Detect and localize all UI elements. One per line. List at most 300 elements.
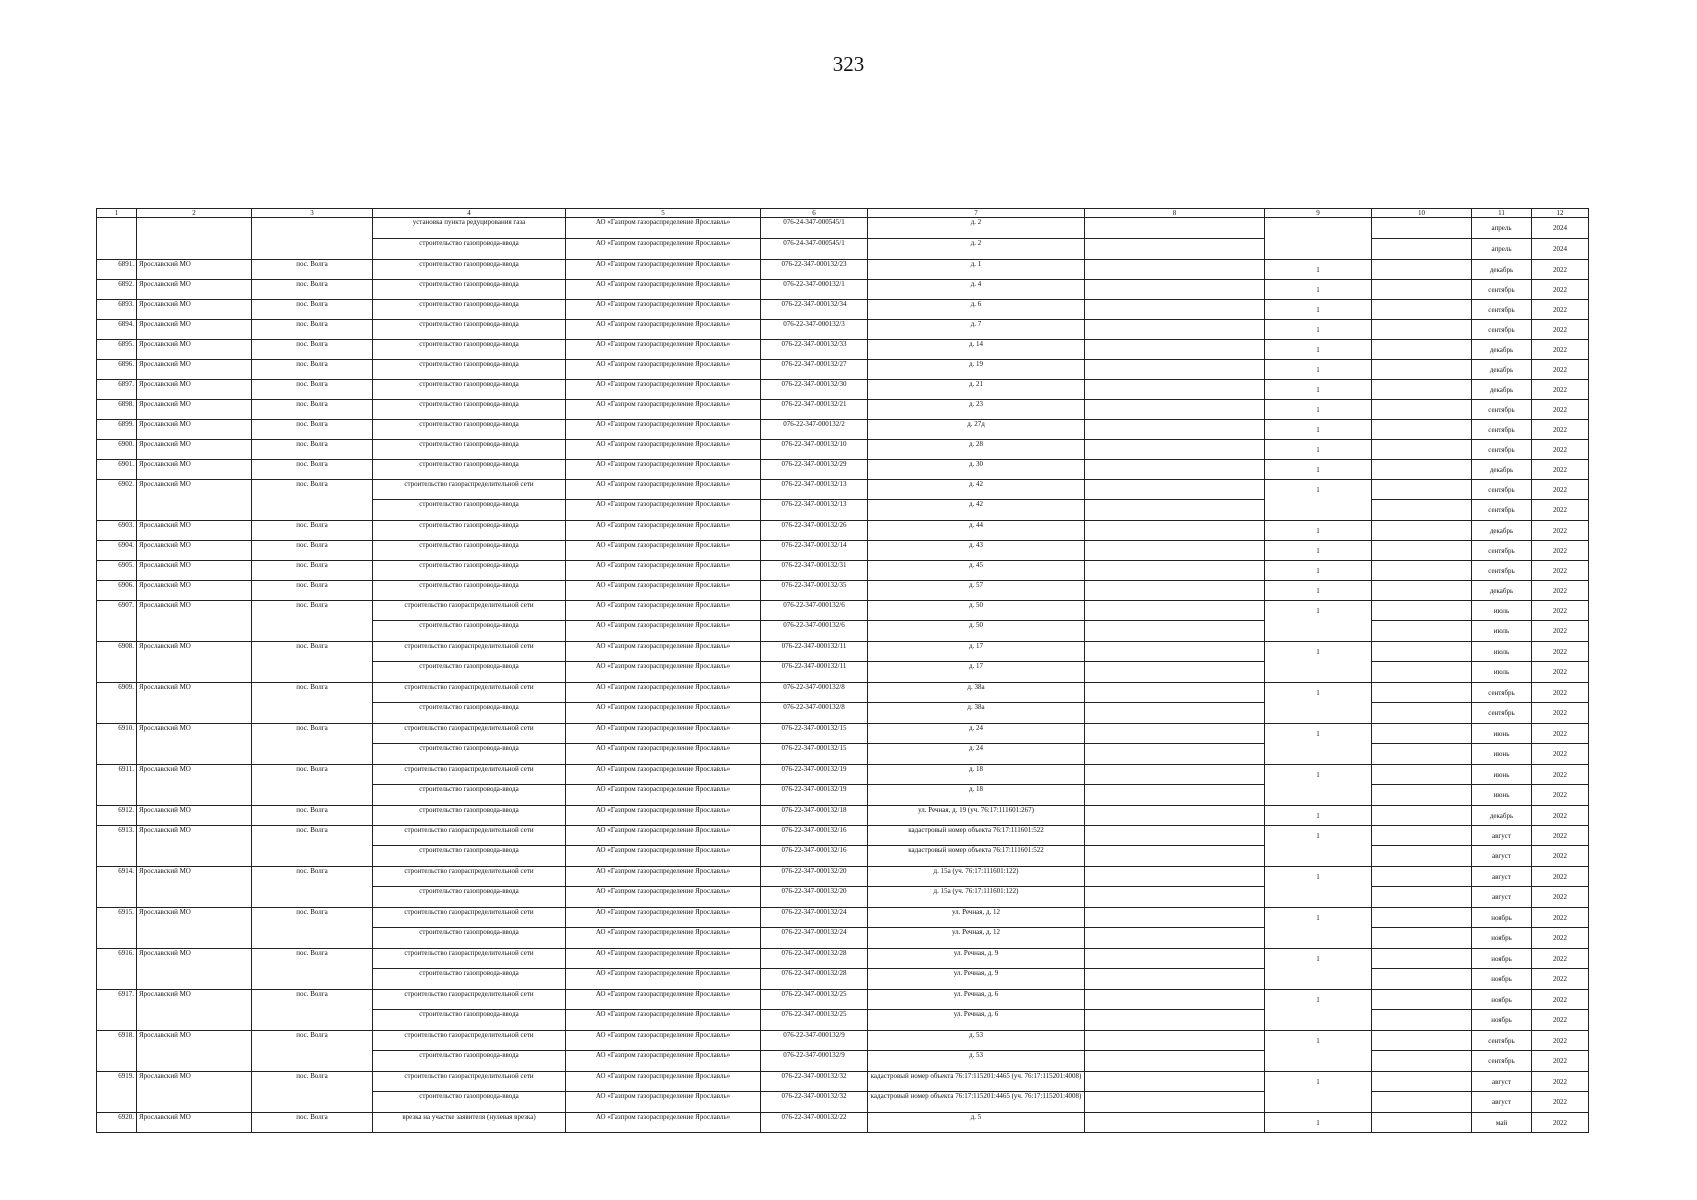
quantity-cell	[1265, 500, 1372, 521]
year-cell: 2022	[1532, 1031, 1589, 1051]
row-number: 6901.	[97, 460, 137, 480]
col8-cell	[1085, 1072, 1265, 1092]
work-type-cell: строительство газопровода-ввода	[373, 239, 566, 260]
quantity-cell	[1265, 744, 1372, 765]
quantity-cell	[1265, 1051, 1372, 1072]
address-cell: д. 15а (уч. 76:17:111601:122)	[868, 867, 1085, 887]
address-cell: д. 42	[868, 500, 1085, 521]
table-row	[97, 949, 1589, 969]
work-type-cell: врезка на участке заявителя (нулевая врезка)	[373, 1113, 566, 1133]
row-number: 6898.	[97, 400, 137, 420]
municipality-cell: Ярославский МО	[137, 440, 252, 460]
contract-code-cell: 076-22-347-000132/8	[761, 683, 868, 703]
organization-cell: АО «Газпром газораспределение Ярославль»	[566, 683, 761, 703]
table-row	[97, 1072, 1589, 1092]
quantity-cell: 1	[1265, 806, 1372, 826]
contract-code-cell: 076-22-347-000132/11	[761, 662, 868, 683]
work-type-cell: строительство газопровода-ввода	[373, 785, 566, 806]
municipality-cell	[137, 785, 252, 806]
col10-cell	[1372, 581, 1472, 601]
month-cell: сентябрь	[1472, 440, 1532, 460]
quantity-cell	[1265, 887, 1372, 908]
settlement-cell: пос. Волга	[252, 480, 373, 500]
col10-cell	[1372, 1051, 1472, 1072]
month-cell: декабрь	[1472, 521, 1532, 541]
month-cell: ноябрь	[1472, 928, 1532, 949]
work-type-cell: строительство газораспределительной сети	[373, 908, 566, 928]
month-cell: сентябрь	[1472, 561, 1532, 581]
work-type-cell: строительство газораспределительной сети	[373, 765, 566, 785]
organization-cell: АО «Газпром газораспределение Ярославль»	[566, 990, 761, 1010]
address-cell: д. 53	[868, 1051, 1085, 1072]
quantity-cell: 1	[1265, 360, 1372, 380]
organization-cell: АО «Газпром газораспределение Ярославль»	[566, 621, 761, 642]
quantity-cell	[1265, 846, 1372, 867]
municipality-cell: Ярославский МО	[137, 765, 252, 785]
quantity-cell: 1	[1265, 320, 1372, 340]
work-type-cell: строительство газопровода-ввода	[373, 460, 566, 480]
work-type-cell: строительство газопровода-ввода	[373, 320, 566, 340]
col8-cell	[1085, 826, 1265, 846]
month-cell: декабрь	[1472, 360, 1532, 380]
organization-cell: АО «Газпром газораспределение Ярославль»	[566, 765, 761, 785]
address-cell: кадастровый номер объекта 76:17:111601:522	[868, 826, 1085, 846]
contract-code-cell: 076-22-347-000132/13	[761, 480, 868, 500]
table-row	[97, 1010, 1589, 1031]
settlement-cell	[252, 500, 373, 521]
month-cell: сентябрь	[1472, 500, 1532, 521]
address-cell: д. 24	[868, 724, 1085, 744]
municipality-cell: Ярославский МО	[137, 581, 252, 601]
organization-cell: АО «Газпром газораспределение Ярославль»	[566, 521, 761, 541]
contract-code-cell: 076-22-347-000132/15	[761, 724, 868, 744]
settlement-cell	[252, 662, 373, 683]
table-row	[97, 420, 1589, 440]
organization-cell: АО «Газпром газораспределение Ярославль»	[566, 360, 761, 380]
row-number: 6903.	[97, 521, 137, 541]
address-cell: д. 18	[868, 765, 1085, 785]
col8-cell	[1085, 601, 1265, 621]
col10-cell	[1372, 662, 1472, 683]
col10-cell	[1372, 683, 1472, 703]
col10-cell	[1372, 846, 1472, 867]
row-number: 6900.	[97, 440, 137, 460]
col8-cell	[1085, 280, 1265, 300]
year-cell: 2022	[1532, 500, 1589, 521]
year-cell: 2022	[1532, 908, 1589, 928]
year-cell: 2022	[1532, 280, 1589, 300]
settlement-cell: пос. Волга	[252, 642, 373, 662]
municipality-cell: Ярославский МО	[137, 561, 252, 581]
address-cell: кадастровый номер объекта 76:17:115201:4465 (уч. 76:17:115201:4008)	[868, 1092, 1085, 1113]
organization-cell: АО «Газпром газораспределение Ярославль»	[566, 1031, 761, 1051]
contract-code-cell: 076-24-347-000545/1	[761, 239, 868, 260]
col10-cell	[1372, 300, 1472, 320]
year-cell: 2022	[1532, 642, 1589, 662]
work-type-cell: строительство газопровода-ввода	[373, 440, 566, 460]
organization-cell: АО «Газпром газораспределение Ярославль»	[566, 541, 761, 561]
table-row	[97, 340, 1589, 360]
quantity-cell: 1	[1265, 420, 1372, 440]
table-row	[97, 320, 1589, 340]
col8-cell	[1085, 887, 1265, 908]
settlement-cell: пос. Волга	[252, 561, 373, 581]
year-cell: 2022	[1532, 260, 1589, 280]
col10-cell	[1372, 703, 1472, 724]
table-row	[97, 280, 1589, 300]
settlement-cell: пос. Волга	[252, 320, 373, 340]
organization-cell: АО «Газпром газораспределение Ярославль»	[566, 239, 761, 260]
year-cell: 2022	[1532, 744, 1589, 765]
address-cell: ул. Речная, д. 9	[868, 969, 1085, 990]
organization-cell: АО «Газпром газораспределение Ярославль»	[566, 320, 761, 340]
contract-code-cell: 076-22-347-000132/31	[761, 561, 868, 581]
col8-cell	[1085, 1092, 1265, 1113]
organization-cell: АО «Газпром газораспределение Ярославль»	[566, 280, 761, 300]
row-number	[97, 703, 137, 724]
municipality-cell: Ярославский МО	[137, 380, 252, 400]
work-type-cell: строительство газопровода-ввода	[373, 969, 566, 990]
municipality-cell	[137, 621, 252, 642]
work-type-cell: строительство газопровода-ввода	[373, 621, 566, 642]
month-cell: июнь	[1472, 724, 1532, 744]
work-type-cell: строительство газораспределительной сети	[373, 480, 566, 500]
year-cell: 2022	[1532, 360, 1589, 380]
settlement-cell	[252, 1051, 373, 1072]
col10-cell	[1372, 990, 1472, 1010]
settlement-cell	[252, 1092, 373, 1113]
organization-cell: АО «Газпром газораспределение Ярославль»	[566, 662, 761, 683]
address-cell: д. 17	[868, 662, 1085, 683]
col8-cell	[1085, 949, 1265, 969]
year-cell: 2022	[1532, 887, 1589, 908]
month-cell: апрель	[1472, 239, 1532, 260]
address-cell: д. 38а	[868, 703, 1085, 724]
municipality-cell: Ярославский МО	[137, 601, 252, 621]
col10-cell	[1372, 260, 1472, 280]
organization-cell: АО «Газпром газораспределение Ярославль»	[566, 218, 761, 239]
settlement-cell: пос. Волга	[252, 380, 373, 400]
municipality-cell: Ярославский МО	[137, 340, 252, 360]
contract-code-cell: 076-22-347-000132/22	[761, 1113, 868, 1133]
work-type-cell: строительство газопровода-ввода	[373, 500, 566, 521]
quantity-cell	[1265, 928, 1372, 949]
col10-cell	[1372, 460, 1472, 480]
col10-cell	[1372, 1092, 1472, 1113]
row-number	[97, 846, 137, 867]
work-type-cell: строительство газопровода-ввода	[373, 300, 566, 320]
column-header-7: 7	[868, 209, 1085, 218]
address-cell: д. 17	[868, 642, 1085, 662]
quantity-cell: 1	[1265, 642, 1372, 662]
year-cell: 2022	[1532, 1072, 1589, 1092]
work-type-cell: строительство газопровода-ввода	[373, 744, 566, 765]
address-cell: ул. Речная, д. 19 (уч. 76:17:111601:267)	[868, 806, 1085, 826]
col10-cell	[1372, 521, 1472, 541]
organization-cell: АО «Газпром газораспределение Ярославль»	[566, 500, 761, 521]
month-cell: июль	[1472, 601, 1532, 621]
year-cell: 2022	[1532, 949, 1589, 969]
col8-cell	[1085, 218, 1265, 239]
work-type-cell: строительство газопровода-ввода	[373, 380, 566, 400]
contract-code-cell: 076-22-347-000132/35	[761, 581, 868, 601]
page-number: 323	[832, 52, 865, 76]
address-cell: д. 4	[868, 280, 1085, 300]
col10-cell	[1372, 969, 1472, 990]
address-cell: д. 50	[868, 601, 1085, 621]
organization-cell: АО «Газпром газораспределение Ярославль»	[566, 867, 761, 887]
month-cell: сентябрь	[1472, 480, 1532, 500]
quantity-cell: 1	[1265, 260, 1372, 280]
col10-cell	[1372, 826, 1472, 846]
table-body	[97, 218, 1589, 1133]
col8-cell	[1085, 260, 1265, 280]
column-header-6: 6	[761, 209, 868, 218]
col8-cell	[1085, 340, 1265, 360]
col10-cell	[1372, 340, 1472, 360]
year-cell: 2022	[1532, 420, 1589, 440]
municipality-cell: Ярославский МО	[137, 360, 252, 380]
work-type-cell: строительство газопровода-ввода	[373, 420, 566, 440]
address-cell: д. 15а (уч. 76:17:111601:122)	[868, 887, 1085, 908]
col8-cell	[1085, 744, 1265, 765]
row-number	[97, 1051, 137, 1072]
col10-cell	[1372, 887, 1472, 908]
organization-cell: АО «Газпром газораспределение Ярославль»	[566, 949, 761, 969]
col8-cell	[1085, 440, 1265, 460]
contract-code-cell: 076-22-347-000132/32	[761, 1072, 868, 1092]
col8-cell	[1085, 1113, 1265, 1133]
organization-cell: АО «Газпром газораспределение Ярославль»	[566, 1072, 761, 1092]
row-number: 6894.	[97, 320, 137, 340]
table-row	[97, 1092, 1589, 1113]
settlement-cell: пос. Волга	[252, 990, 373, 1010]
year-cell: 2022	[1532, 561, 1589, 581]
month-cell: декабрь	[1472, 380, 1532, 400]
table-row	[97, 887, 1589, 908]
year-cell: 2022	[1532, 703, 1589, 724]
col8-cell	[1085, 360, 1265, 380]
row-number	[97, 218, 137, 239]
quantity-cell: 1	[1265, 380, 1372, 400]
organization-cell: АО «Газпром газораспределение Ярославль»	[566, 1051, 761, 1072]
year-cell: 2022	[1532, 806, 1589, 826]
contract-code-cell: 076-22-347-000132/32	[761, 1092, 868, 1113]
table-row	[97, 480, 1589, 500]
col8-cell	[1085, 460, 1265, 480]
organization-cell: АО «Газпром газораспределение Ярославль»	[566, 1010, 761, 1031]
col8-cell	[1085, 500, 1265, 521]
quantity-cell: 1	[1265, 949, 1372, 969]
address-cell: д. 43	[868, 541, 1085, 561]
col10-cell	[1372, 601, 1472, 621]
month-cell: декабрь	[1472, 340, 1532, 360]
month-cell: август	[1472, 887, 1532, 908]
contract-code-cell: 076-22-347-000132/25	[761, 1010, 868, 1031]
contract-code-cell: 076-22-347-000132/24	[761, 928, 868, 949]
address-cell: д. 21	[868, 380, 1085, 400]
address-cell: д. 23	[868, 400, 1085, 420]
row-number: 6912.	[97, 806, 137, 826]
work-type-cell: строительство газопровода-ввода	[373, 340, 566, 360]
contract-code-cell: 076-22-347-000132/20	[761, 867, 868, 887]
col8-cell	[1085, 724, 1265, 744]
col8-cell	[1085, 239, 1265, 260]
settlement-cell: пос. Волга	[252, 300, 373, 320]
year-cell: 2022	[1532, 480, 1589, 500]
register-table	[96, 208, 1589, 1133]
month-cell: июнь	[1472, 744, 1532, 765]
settlement-cell: пос. Волга	[252, 908, 373, 928]
row-number: 6902.	[97, 480, 137, 500]
col10-cell	[1372, 420, 1472, 440]
row-number: 6905.	[97, 561, 137, 581]
col10-cell	[1372, 949, 1472, 969]
table-row	[97, 400, 1589, 420]
work-type-cell: строительство газопровода-ввода	[373, 1051, 566, 1072]
organization-cell: АО «Газпром газораспределение Ярославль»	[566, 260, 761, 280]
quantity-cell: 1	[1265, 400, 1372, 420]
col8-cell	[1085, 400, 1265, 420]
organization-cell: АО «Газпром газораспределение Ярославль»	[566, 969, 761, 990]
address-cell: д. 28	[868, 440, 1085, 460]
column-header-4: 4	[373, 209, 566, 218]
settlement-cell	[252, 239, 373, 260]
municipality-cell	[137, 846, 252, 867]
table-row	[97, 744, 1589, 765]
row-number: 6895.	[97, 340, 137, 360]
row-number	[97, 662, 137, 683]
year-cell: 2022	[1532, 785, 1589, 806]
work-type-cell: строительство газопровода-ввода	[373, 400, 566, 420]
contract-code-cell: 076-22-347-000132/10	[761, 440, 868, 460]
year-cell: 2022	[1532, 601, 1589, 621]
settlement-cell: пос. Волга	[252, 867, 373, 887]
col10-cell	[1372, 867, 1472, 887]
year-cell: 2022	[1532, 990, 1589, 1010]
quantity-cell	[1265, 239, 1372, 260]
work-type-cell: установка пункта редуцирования газа	[373, 218, 566, 239]
table-row	[97, 703, 1589, 724]
municipality-cell	[137, 1010, 252, 1031]
row-number: 6896.	[97, 360, 137, 380]
settlement-cell: пос. Волга	[252, 360, 373, 380]
table-row	[97, 1051, 1589, 1072]
col10-cell	[1372, 806, 1472, 826]
quantity-cell	[1265, 703, 1372, 724]
municipality-cell	[137, 703, 252, 724]
quantity-cell: 1	[1265, 908, 1372, 928]
col10-cell	[1372, 1010, 1472, 1031]
municipality-cell: Ярославский МО	[137, 300, 252, 320]
settlement-cell: пос. Волга	[252, 280, 373, 300]
row-number: 6892.	[97, 280, 137, 300]
col10-cell	[1372, 218, 1472, 239]
contract-code-cell: 076-22-347-000132/20	[761, 887, 868, 908]
col10-cell	[1372, 908, 1472, 928]
quantity-cell: 1	[1265, 440, 1372, 460]
col10-cell	[1372, 1072, 1472, 1092]
settlement-cell: пос. Волга	[252, 581, 373, 601]
col8-cell	[1085, 969, 1265, 990]
col10-cell	[1372, 320, 1472, 340]
organization-cell: АО «Газпром газораспределение Ярославль»	[566, 1113, 761, 1133]
month-cell: сентябрь	[1472, 320, 1532, 340]
quantity-cell: 1	[1265, 867, 1372, 887]
col8-cell	[1085, 846, 1265, 867]
contract-code-cell: 076-22-347-000132/19	[761, 785, 868, 806]
settlement-cell: пос. Волга	[252, 260, 373, 280]
address-cell: д. 18	[868, 785, 1085, 806]
col10-cell	[1372, 1031, 1472, 1051]
address-cell: д. 19	[868, 360, 1085, 380]
address-cell: ул. Речная, д. 6	[868, 1010, 1085, 1031]
work-type-cell: строительство газораспределительной сети	[373, 683, 566, 703]
col8-cell	[1085, 541, 1265, 561]
work-type-cell: строительство газопровода-ввода	[373, 928, 566, 949]
settlement-cell	[252, 969, 373, 990]
col10-cell	[1372, 440, 1472, 460]
year-cell: 2022	[1532, 1092, 1589, 1113]
quantity-cell	[1265, 662, 1372, 683]
quantity-cell	[1265, 218, 1372, 239]
month-cell: сентябрь	[1472, 1051, 1532, 1072]
work-type-cell: строительство газопровода-ввода	[373, 521, 566, 541]
column-header-10: 10	[1372, 209, 1472, 218]
col8-cell	[1085, 380, 1265, 400]
address-cell: кадастровый номер объекта 76:17:111601:522	[868, 846, 1085, 867]
work-type-cell: строительство газопровода-ввода	[373, 360, 566, 380]
col10-cell	[1372, 541, 1472, 561]
row-number: 6891.	[97, 260, 137, 280]
table-row	[97, 806, 1589, 826]
contract-code-cell: 076-22-347-000132/34	[761, 300, 868, 320]
row-number: 6917.	[97, 990, 137, 1010]
month-cell: апрель	[1472, 218, 1532, 239]
municipality-cell	[137, 928, 252, 949]
year-cell: 2022	[1532, 380, 1589, 400]
settlement-cell	[252, 928, 373, 949]
table-row	[97, 541, 1589, 561]
table-row	[97, 218, 1589, 239]
organization-cell: АО «Газпром газораспределение Ярославль»	[566, 420, 761, 440]
organization-cell: АО «Газпром газораспределение Ярославль»	[566, 806, 761, 826]
table-row	[97, 928, 1589, 949]
column-header-3: 3	[252, 209, 373, 218]
col8-cell	[1085, 320, 1265, 340]
work-type-cell: строительство газораспределительной сети	[373, 990, 566, 1010]
municipality-cell	[137, 1092, 252, 1113]
quantity-cell	[1265, 1092, 1372, 1113]
work-type-cell: строительство газораспределительной сети	[373, 949, 566, 969]
contract-code-cell: 076-22-347-000132/25	[761, 990, 868, 1010]
organization-cell: АО «Газпром газораспределение Ярославль»	[566, 1092, 761, 1113]
municipality-cell: Ярославский МО	[137, 826, 252, 846]
quantity-cell: 1	[1265, 561, 1372, 581]
address-cell: д. 53	[868, 1031, 1085, 1051]
contract-code-cell: 076-22-347-000132/33	[761, 340, 868, 360]
col10-cell	[1372, 928, 1472, 949]
month-cell: август	[1472, 846, 1532, 867]
row-number: 6904.	[97, 541, 137, 561]
col10-cell	[1372, 400, 1472, 420]
work-type-cell: строительство газопровода-ввода	[373, 260, 566, 280]
table-row	[97, 846, 1589, 867]
row-number: 6911.	[97, 765, 137, 785]
year-cell: 2022	[1532, 765, 1589, 785]
settlement-cell: пос. Волга	[252, 1031, 373, 1051]
work-type-cell: строительство газораспределительной сети	[373, 642, 566, 662]
